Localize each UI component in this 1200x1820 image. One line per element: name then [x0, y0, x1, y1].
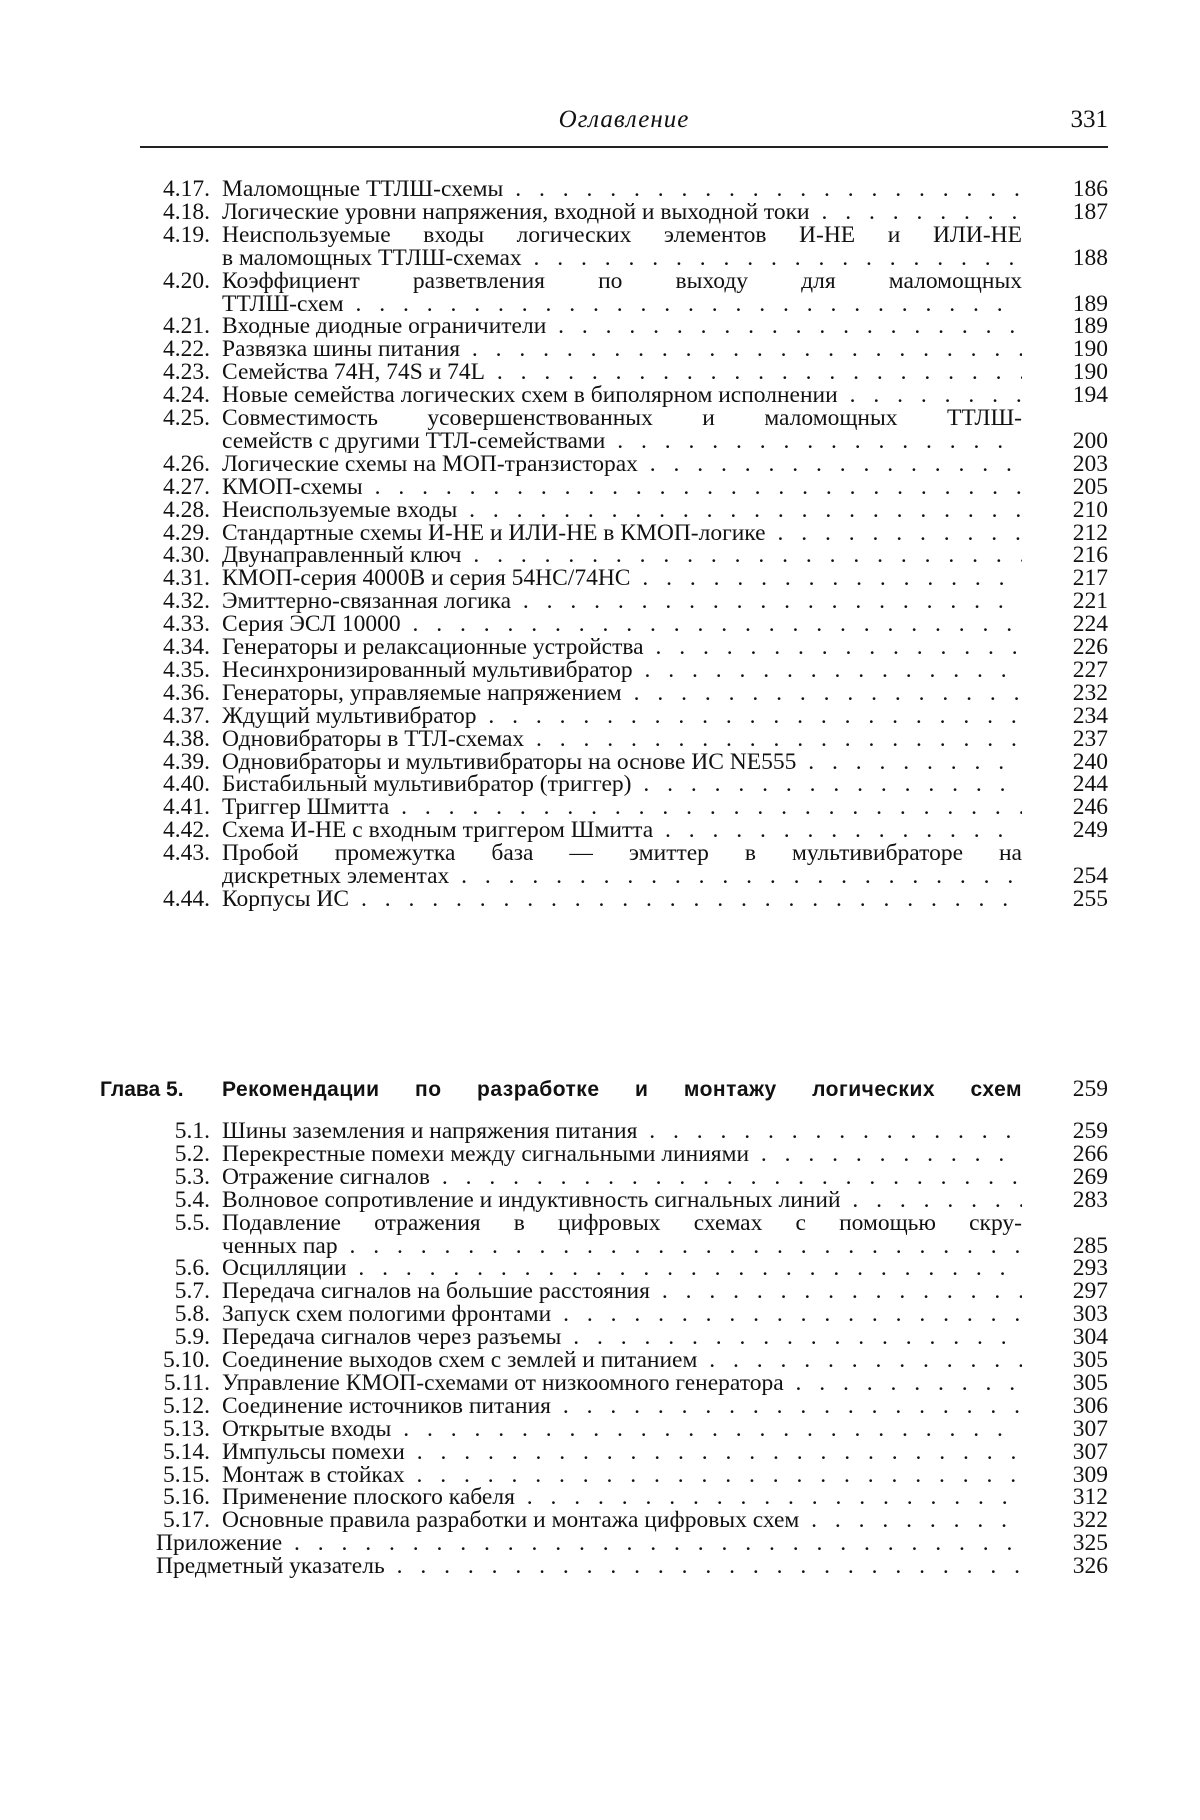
entry-page: 212 [1072, 519, 1108, 546]
entry-number: 5.16. [163, 1484, 210, 1511]
entry-page: 307 [1072, 1438, 1108, 1465]
entry-page: 249 [1072, 817, 1108, 844]
entry-title: Логические схемы на МОП-транзисторах . . . [222, 451, 1022, 478]
entry-title: Корпусы ИС . . . [222, 886, 1022, 913]
entry-title: Неиспользуемые входы логических элементов И-НЕ и ИЛИ-НЕ [222, 221, 1022, 248]
entry-number: 5.2. [174, 1140, 210, 1167]
entry-page: 189 [1072, 313, 1108, 340]
entry-title: Совместимость усовершенствованных и маломощных ТТЛШ- [222, 405, 1022, 431]
entry-title-continued: семейств с другими ТТЛ-семействами . . . [222, 428, 1022, 455]
entry-page: 188 [1072, 244, 1108, 271]
entry-title: Несинхронизированный мультивибратор . . . [222, 657, 1022, 684]
entry-number: 4.31. [163, 565, 210, 592]
entry-number: 4.37. [163, 702, 210, 729]
entry-page: 221 [1072, 588, 1108, 615]
entry-page: 217 [1072, 565, 1108, 592]
entry-number: 4.30. [163, 542, 210, 569]
entry-title: КМОП-схемы . . . [222, 474, 1022, 501]
entry-page: 234 [1072, 702, 1108, 729]
entry-page: 259 [1072, 1118, 1108, 1144]
entry-title: Перекрестные помехи между сигнальными линиями . . . [222, 1141, 1022, 1168]
entry-title: Приложение . . . [156, 1530, 1022, 1557]
entry-page: 186 [1072, 176, 1108, 202]
entry-number: 4.22. [163, 336, 210, 363]
entry-page: 194 [1072, 382, 1108, 409]
entry-number: 4.23. [163, 359, 210, 386]
entry-number: 5.3. [174, 1163, 210, 1190]
entry-number: 4.41. [163, 794, 210, 821]
entry-page: 190 [1072, 359, 1108, 386]
entry-number: 5.8. [174, 1301, 210, 1328]
entry-title: Генераторы и релаксационные устройства . . . [222, 634, 1022, 661]
entry-page: 305 [1072, 1369, 1108, 1396]
entry-title: Стандартные схемы И-НЕ и ИЛИ-НЕ в КМОП-логике . . . [222, 520, 1022, 547]
entry-page: 200 [1072, 427, 1108, 454]
entry-title: Основные правила разработки и монтажа цифровых схем . . . [222, 1507, 1022, 1534]
entry-title: Отражение сигналов . . . [222, 1164, 1022, 1191]
entry-number: 4.24. [163, 382, 210, 409]
entry-title: Одновибраторы и мультивибраторы на основе ИС NE555 . . . [222, 749, 1022, 776]
chapter-label: Глава 5. [100, 1078, 184, 1101]
entry-title: Логические уровни напряжения, входной и выходной токи . . . [222, 199, 1022, 226]
entry-page: 297 [1072, 1278, 1108, 1305]
entry-page: 307 [1072, 1415, 1108, 1442]
entry-title: Подавление отражения в цифровых схемах с помощью скру- [222, 1209, 1022, 1236]
entry-number: 5.9. [174, 1324, 210, 1351]
entry-title: Ждущий мультивибратор . . . [222, 703, 1022, 730]
entry-number: 4.17. [163, 176, 210, 202]
entry-number: 5.17. [163, 1507, 210, 1534]
entry-title: Монтаж в стойках . . . [222, 1462, 1022, 1489]
entry-page: 266 [1072, 1140, 1108, 1167]
entry-number: 5.11. [163, 1369, 210, 1396]
entry-title: Шины заземления и напряжения питания . . . [222, 1118, 1022, 1145]
entry-title-continued: дискретных элементах . . . [222, 863, 1022, 890]
entry-page: 189 [1072, 290, 1108, 317]
entry-page: 224 [1072, 611, 1108, 638]
entry-number: 4.26. [163, 450, 210, 477]
entry-title: Импульсы помехи . . . [222, 1439, 1022, 1466]
entry-number: 4.38. [163, 725, 210, 752]
entry-page: 303 [1072, 1301, 1108, 1328]
entry-number: 4.19. [163, 221, 210, 248]
entry-title: Запуск схем пологими фронтами . . . [222, 1301, 1022, 1328]
entry-number: 4.27. [163, 473, 210, 500]
running-title: Оглавление [558, 106, 690, 133]
entry-title: Коэффициент разветвления по выходу для маломощных [222, 267, 1022, 294]
entry-title: Развязка шины питания . . . [222, 336, 1022, 363]
page-header [140, 92, 1108, 138]
entry-number: 5.7. [174, 1278, 210, 1305]
entry-number: 4.33. [163, 611, 210, 638]
entry-number: 4.42. [163, 817, 210, 844]
entry-number: 4.20. [163, 267, 210, 294]
entry-number: 5.10. [163, 1347, 210, 1373]
page-number: 331 [1070, 106, 1108, 133]
entry-number: 4.43. [163, 840, 210, 867]
entry-page: 210 [1072, 496, 1108, 523]
entry-page: 309 [1072, 1461, 1108, 1488]
entry-title: Входные диодные ограничители . . . [222, 313, 1022, 340]
entry-number: 4.32. [163, 588, 210, 615]
entry-number: 5.4. [174, 1186, 210, 1213]
entry-page: 285 [1072, 1232, 1108, 1259]
entry-number: 5.1. [174, 1118, 210, 1144]
entry-page: 232 [1072, 679, 1108, 706]
entry-number: 4.39. [163, 748, 210, 775]
entry-number: 5.14. [163, 1438, 210, 1465]
entry-title-continued: ченных пар . . . [222, 1233, 1022, 1260]
entry-number: 4.25. [163, 405, 210, 431]
entry-number: 5.12. [163, 1392, 210, 1419]
entry-page: 304 [1072, 1324, 1108, 1351]
entry-number: 5.5. [174, 1209, 210, 1236]
entry-title: Пробой промежутка база — эмиттер в мультивибраторе на [222, 840, 1022, 867]
entry-title: Волновое сопротивление и индуктивность сигнальных линий . . . [222, 1187, 1022, 1214]
entry-page: 326 [1072, 1553, 1108, 1580]
entry-page: 226 [1072, 634, 1108, 660]
entry-page: 187 [1072, 198, 1108, 225]
entry-number: 5.6. [174, 1255, 210, 1282]
entry-page: 244 [1072, 771, 1108, 798]
entry-title: Неиспользуемые входы . . . [222, 497, 1022, 524]
entry-number: 4.29. [163, 519, 210, 546]
entry-title: Серия ЭСЛ 10000 . . . [222, 611, 1022, 638]
entry-number: 4.36. [163, 679, 210, 706]
entry-title: Одновибраторы в ТТЛ-схемах . . . [222, 726, 1022, 753]
entry-page: 322 [1072, 1507, 1108, 1534]
entry-number: 4.34. [163, 634, 210, 660]
entry-title: Схема И-НЕ с входным триггером Шмитта . . . [222, 817, 1022, 844]
entry-number: 4.18. [163, 198, 210, 225]
chapter-page: 259 [1072, 1076, 1108, 1102]
entry-page: 255 [1072, 885, 1108, 912]
entry-page: 203 [1072, 450, 1108, 477]
entry-title: Маломощные ТТЛШ-схемы . . . [222, 176, 1022, 203]
entry-title-continued: ТТЛШ-схем . . . [222, 291, 1022, 318]
entry-page: 325 [1072, 1530, 1108, 1557]
entry-page: 227 [1072, 656, 1108, 683]
entry-number: 4.28. [163, 496, 210, 523]
chapter-title: Рекомендации по разработке и монтажу логических схем [222, 1078, 1022, 1101]
entry-title: Генераторы, управляемые напряжением . . . [222, 680, 1022, 707]
entry-page: 237 [1072, 725, 1108, 752]
entry-number: 4.21. [163, 313, 210, 340]
entry-page: 283 [1072, 1186, 1108, 1213]
entry-title: Передача сигналов через разъемы . . . [222, 1324, 1022, 1351]
entry-title: Бистабильный мультивибратор (триггер) . . . [222, 771, 1022, 798]
entry-page: 216 [1072, 542, 1108, 569]
entry-title: КМОП-серия 4000B и серия 54HC/74HC . . . [222, 565, 1022, 592]
entry-number: 4.44. [163, 885, 210, 912]
entry-page: 305 [1072, 1347, 1108, 1373]
entry-title: Предметный указатель . . . [156, 1553, 1022, 1580]
entry-title: Управление КМОП-схемами от низкоомного генератора . . . [222, 1370, 1022, 1397]
entry-page: 254 [1072, 863, 1108, 889]
header-rule [140, 146, 1108, 148]
entry-title: Открытые входы . . . [222, 1416, 1022, 1443]
entry-title: Соединение источников питания . . . [222, 1393, 1022, 1420]
entry-page: 190 [1072, 336, 1108, 363]
entry-number: 5.13. [163, 1415, 210, 1442]
entry-title: Применение плоского кабеля . . . [222, 1484, 1022, 1511]
entry-title: Передача сигналов на большие расстояния . . . [222, 1278, 1022, 1305]
entry-title: Осцилляции . . . [222, 1255, 1022, 1282]
entry-number: 4.40. [163, 771, 210, 798]
entry-title-continued: в маломощных ТТЛШ-схемах . . . [222, 245, 1022, 272]
entry-page: 312 [1072, 1484, 1108, 1511]
entry-number: 5.15. [163, 1461, 210, 1488]
entry-page: 205 [1072, 473, 1108, 500]
entry-title: Триггер Шмитта . . . [222, 794, 1022, 821]
entry-page: 293 [1072, 1255, 1108, 1282]
entry-title: Новые семейства логических схем в биполярном исполнении . . . [222, 382, 1022, 409]
entry-page: 246 [1072, 794, 1108, 821]
entry-page: 240 [1072, 748, 1108, 775]
entry-title: Соединение выходов схем с землей и питанием . . . [222, 1347, 1022, 1374]
entry-number: 4.35. [163, 656, 210, 683]
entry-title: Двунаправленный ключ . . . [222, 542, 1022, 569]
entry-title: Эмиттерно-связанная логика . . . [222, 588, 1022, 615]
entry-page: 269 [1072, 1163, 1108, 1190]
entry-page: 306 [1072, 1392, 1108, 1419]
entry-title: Семейства 74H, 74S и 74L . . . [222, 359, 1022, 386]
